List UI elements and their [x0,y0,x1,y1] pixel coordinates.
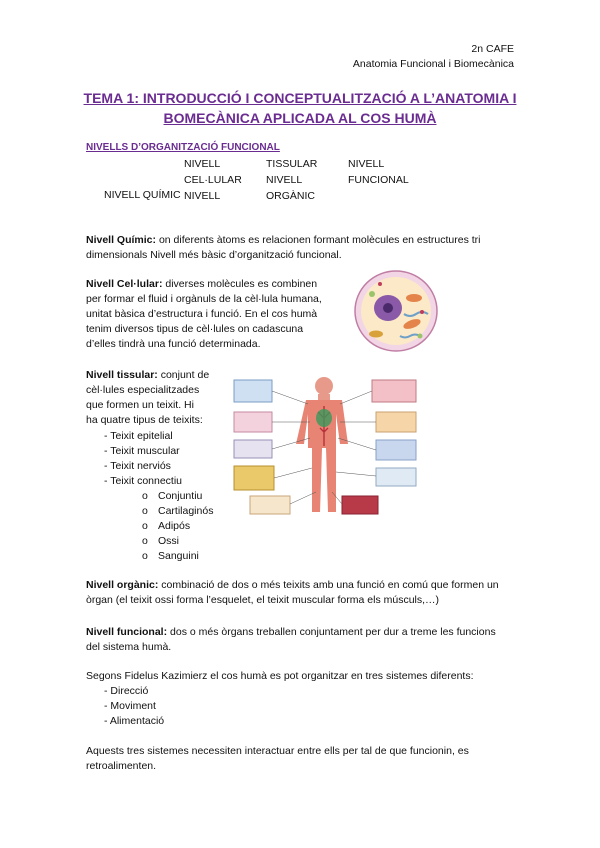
cellular-text: diverses molècules es combinen [162,278,318,290]
level-word: TISSULAR [266,158,318,170]
cellular-paragraph [86,277,340,352]
list-item: o Ossi [142,534,213,549]
quimic-paragraph [86,233,516,263]
human-body-tissues-figure [228,372,424,518]
tissular-text: ha quatre tipus de teixits: [86,414,203,426]
tissular-paragraph [86,368,246,428]
functional-text: del sistema humà. [86,641,172,653]
cellular-text: per formar el fluid i orgànuls de la cèl·lula humana, [86,293,322,305]
cellular-text: unitat bàsica d’estructura i funció. En el cos humà [86,308,318,320]
cellular-label: Nivell Cel·lular: [86,278,163,290]
levels-col-2 [266,156,317,204]
level-quimic-label: NIVELL QUÍMIC [104,189,181,201]
level-word: FUNCIONAL [348,174,409,186]
tissular-text: conjunt de [157,369,210,381]
quimic-label: Nivell Químic: [86,234,157,246]
quimic-text: on diferents àtoms es relacionen formant molècules en estructures tri [156,234,481,246]
list-item: o Conjuntiu [142,489,213,504]
quimic-text: dimensionals Nivell més bàsic d’organització funcional. [86,249,342,261]
level-word: NIVELL [184,190,221,202]
systems-list [104,684,164,729]
list-item: o Cartilaginós [142,504,213,519]
list-item: - Alimentació [104,714,164,729]
tissue-types-list [104,429,182,489]
organic-label: Nivell orgànic: [86,579,159,591]
organic-text: combinació de dos o més teixits amb una funció en comú que formen un [158,579,499,591]
cellular-text: d’elles tindrà una funció determinada. [86,338,261,350]
list-item: - Teixit nerviós [104,459,182,474]
level-word: NIVELL [266,174,303,186]
systems-intro: Segons Fidelus Kazimierz el cos humà es pot organitzar en tres sistemes diferents: [86,670,474,682]
levels-col-1 [184,156,242,204]
levels-col-3 [348,156,409,188]
closing-text: Aquests tres sistemes necessiten interactuar entre ells per tal de que funcionin, es [86,745,469,757]
organic-paragraph [86,578,526,608]
tissular-label: Nivell tissular: [86,369,158,381]
subject-label: Anatomia Funcional i Biomecànica [352,58,514,70]
organic-text: òrgan (el teixit ossi forma l’esquelet, el teixit muscular forma els músculs,…) [86,594,440,606]
header [353,42,514,72]
course-label: 2n CAFE [471,43,514,55]
functional-label: Nivell funcional: [86,626,168,638]
cell-diagram-figure [352,264,440,356]
closing-paragraph [86,744,526,774]
level-word: NIVELL [184,158,221,170]
level-word: NIVELL [348,158,385,170]
list-item: - Teixit epitelial [104,429,182,444]
connective-types-list [142,489,213,564]
page-title [70,88,530,128]
title-line-1: TEMA 1: INTRODUCCIÓ I CONCEPTUALITZACIÓ A L’ANATOMIA I [83,90,517,106]
list-item: o Sanguini [142,549,213,564]
list-item: - Teixit muscular [104,444,182,459]
level-word: CEL·LULAR [184,174,242,186]
functional-paragraph [86,625,526,655]
list-item: o Adipós [142,519,213,534]
title-line-2: BOMECÀNICA APLICADA AL COS HUMÀ [163,110,437,126]
list-item: - Moviment [104,699,164,714]
functional-text: dos o més òrgans treballen conjuntament per dur a treme les funcions [167,626,496,638]
tissular-text: cèl·lules especialitzades [86,384,200,396]
level-word: ORGÀNIC [266,190,316,202]
tissular-text: que formen un teixit. Hi [86,399,194,411]
cellular-text: tenim diversos tipus de cèl·lules on cadascuna [86,323,304,335]
levels-heading: NIVELLS D’ORGANITZACIÓ FUNCIONAL [86,142,280,153]
closing-text: retroalimenten. [86,760,157,772]
list-item: - Teixit connectiu [104,474,182,489]
list-item: - Direcció [104,684,164,699]
